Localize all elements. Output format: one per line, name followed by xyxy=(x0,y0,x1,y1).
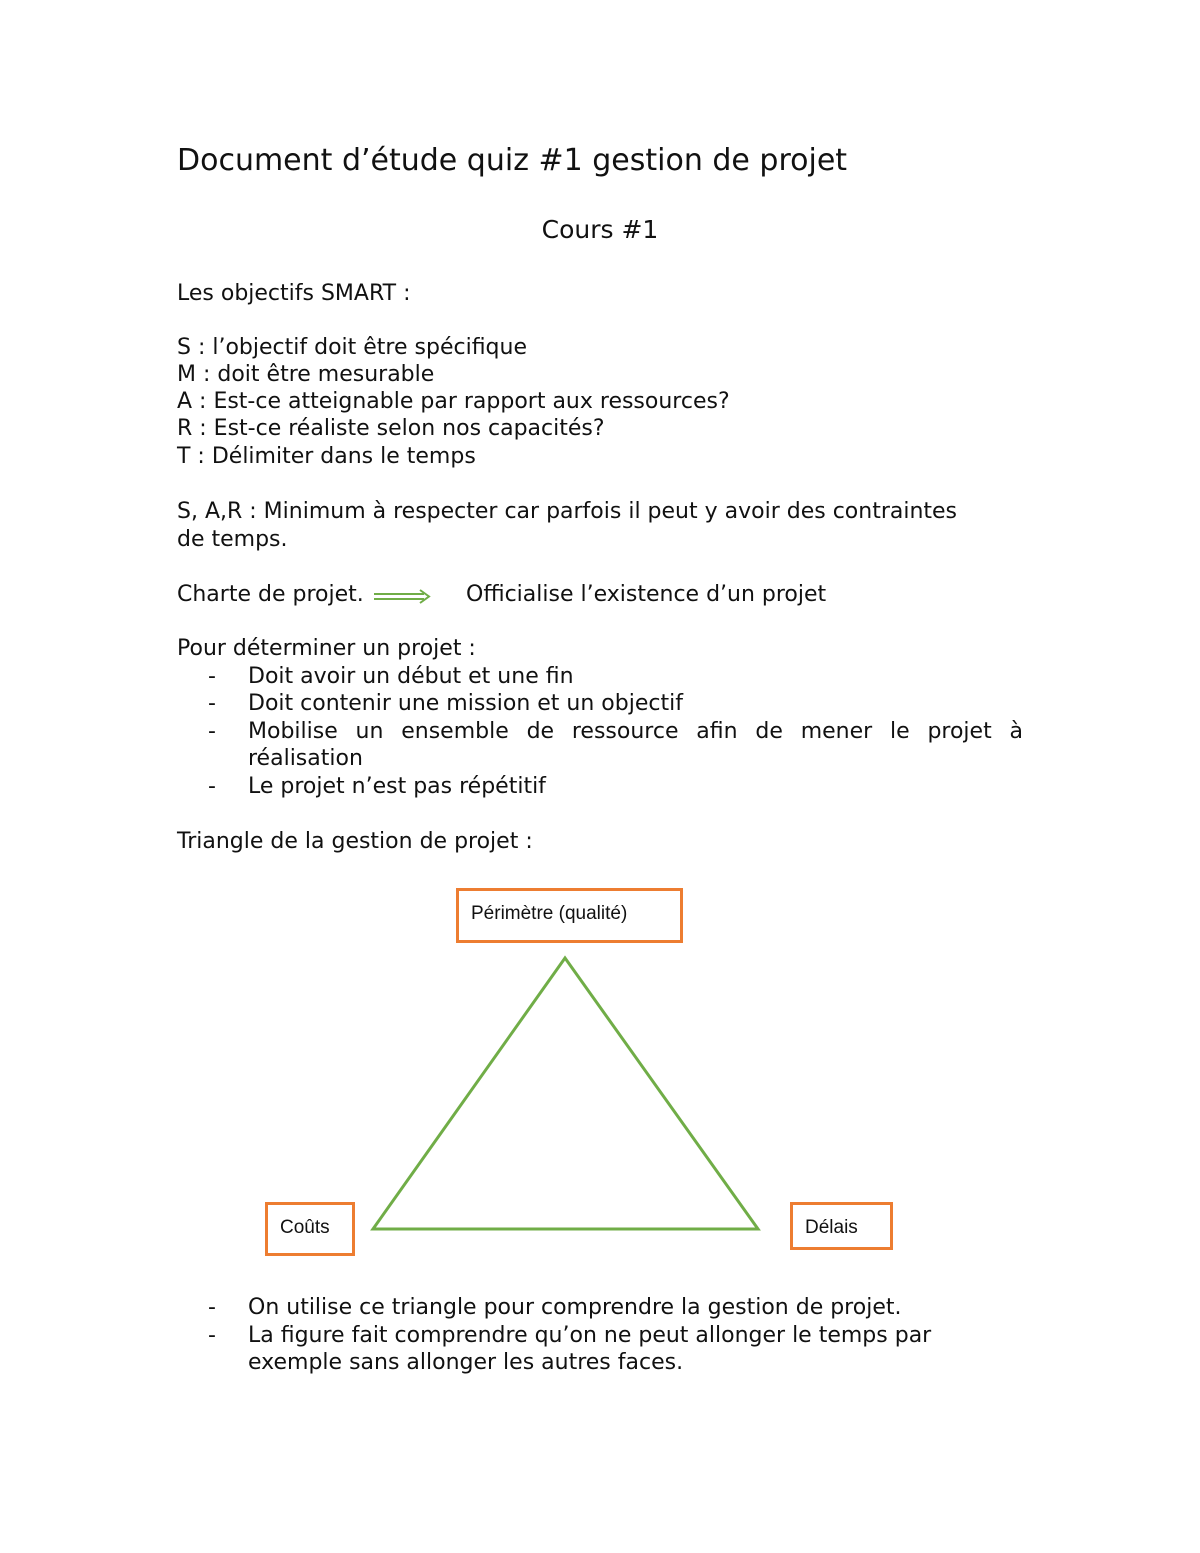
bullet-dash: - xyxy=(208,691,216,716)
smart-item-r: R : Est-ce réaliste selon nos capacités? xyxy=(177,416,605,441)
bullet-dash: - xyxy=(208,1323,216,1348)
determine-item: Doit contenir une mission et un objectif xyxy=(248,691,683,716)
determine-item-continuation: réalisation xyxy=(248,746,363,771)
smart-item-t: T : Délimiter dans le temps xyxy=(177,444,476,469)
smart-heading: Les objectifs SMART : xyxy=(177,281,411,306)
costs-label-text: Coûts xyxy=(280,1217,330,1238)
note-item: La figure fait comprendre qu’on ne peut allonger le temps par xyxy=(248,1323,932,1348)
bullet-dash: - xyxy=(208,1295,216,1320)
triangle-label-scope xyxy=(456,888,683,943)
smart-item-s: S : l’objectif doit être spécifique xyxy=(177,335,527,360)
smart-item-m: M : doit être mesurable xyxy=(177,362,435,387)
determine-item: Doit avoir un début et une fin xyxy=(248,664,574,689)
course-subtitle: Cours #1 xyxy=(541,215,659,244)
bullet-dash: - xyxy=(208,774,216,799)
charter-meaning: Officialise l’existence d’un projet xyxy=(466,582,827,607)
smart-item-a: A : Est-ce atteignable par rapport aux ressources? xyxy=(177,389,730,414)
triangle-label-time xyxy=(790,1202,893,1250)
triangle-label-costs xyxy=(265,1202,355,1256)
note-item-continuation: exemple sans allonger les autres faces. xyxy=(248,1350,684,1375)
determine-item: Le projet n’est pas répétitif xyxy=(248,774,546,799)
determine-item: Mobilise un ensemble de ressource afin de mener le projet à xyxy=(248,719,1023,744)
charter-label: Charte de projet. xyxy=(177,582,364,607)
bullet-dash: - xyxy=(208,664,216,689)
project-triangle-shape xyxy=(373,958,758,1229)
sar-note-line1: S, A,R : Minimum à respecter car parfois il peut y avoir des contraintes xyxy=(177,499,958,524)
sar-note-line2: de temps. xyxy=(177,527,288,552)
time-label-text: Délais xyxy=(805,1217,858,1238)
document-title: Document d’étude quiz #1 gestion de projet xyxy=(177,143,848,178)
scope-label-text: Périmètre (qualité) xyxy=(471,903,628,924)
bullet-dash: - xyxy=(208,719,216,744)
note-item: On utilise ce triangle pour comprendre la gestion de projet. xyxy=(248,1295,902,1320)
right-arrow-icon xyxy=(374,590,429,603)
triangle-heading: Triangle de la gestion de projet : xyxy=(177,829,533,854)
determine-heading: Pour déterminer un projet : xyxy=(177,636,476,661)
